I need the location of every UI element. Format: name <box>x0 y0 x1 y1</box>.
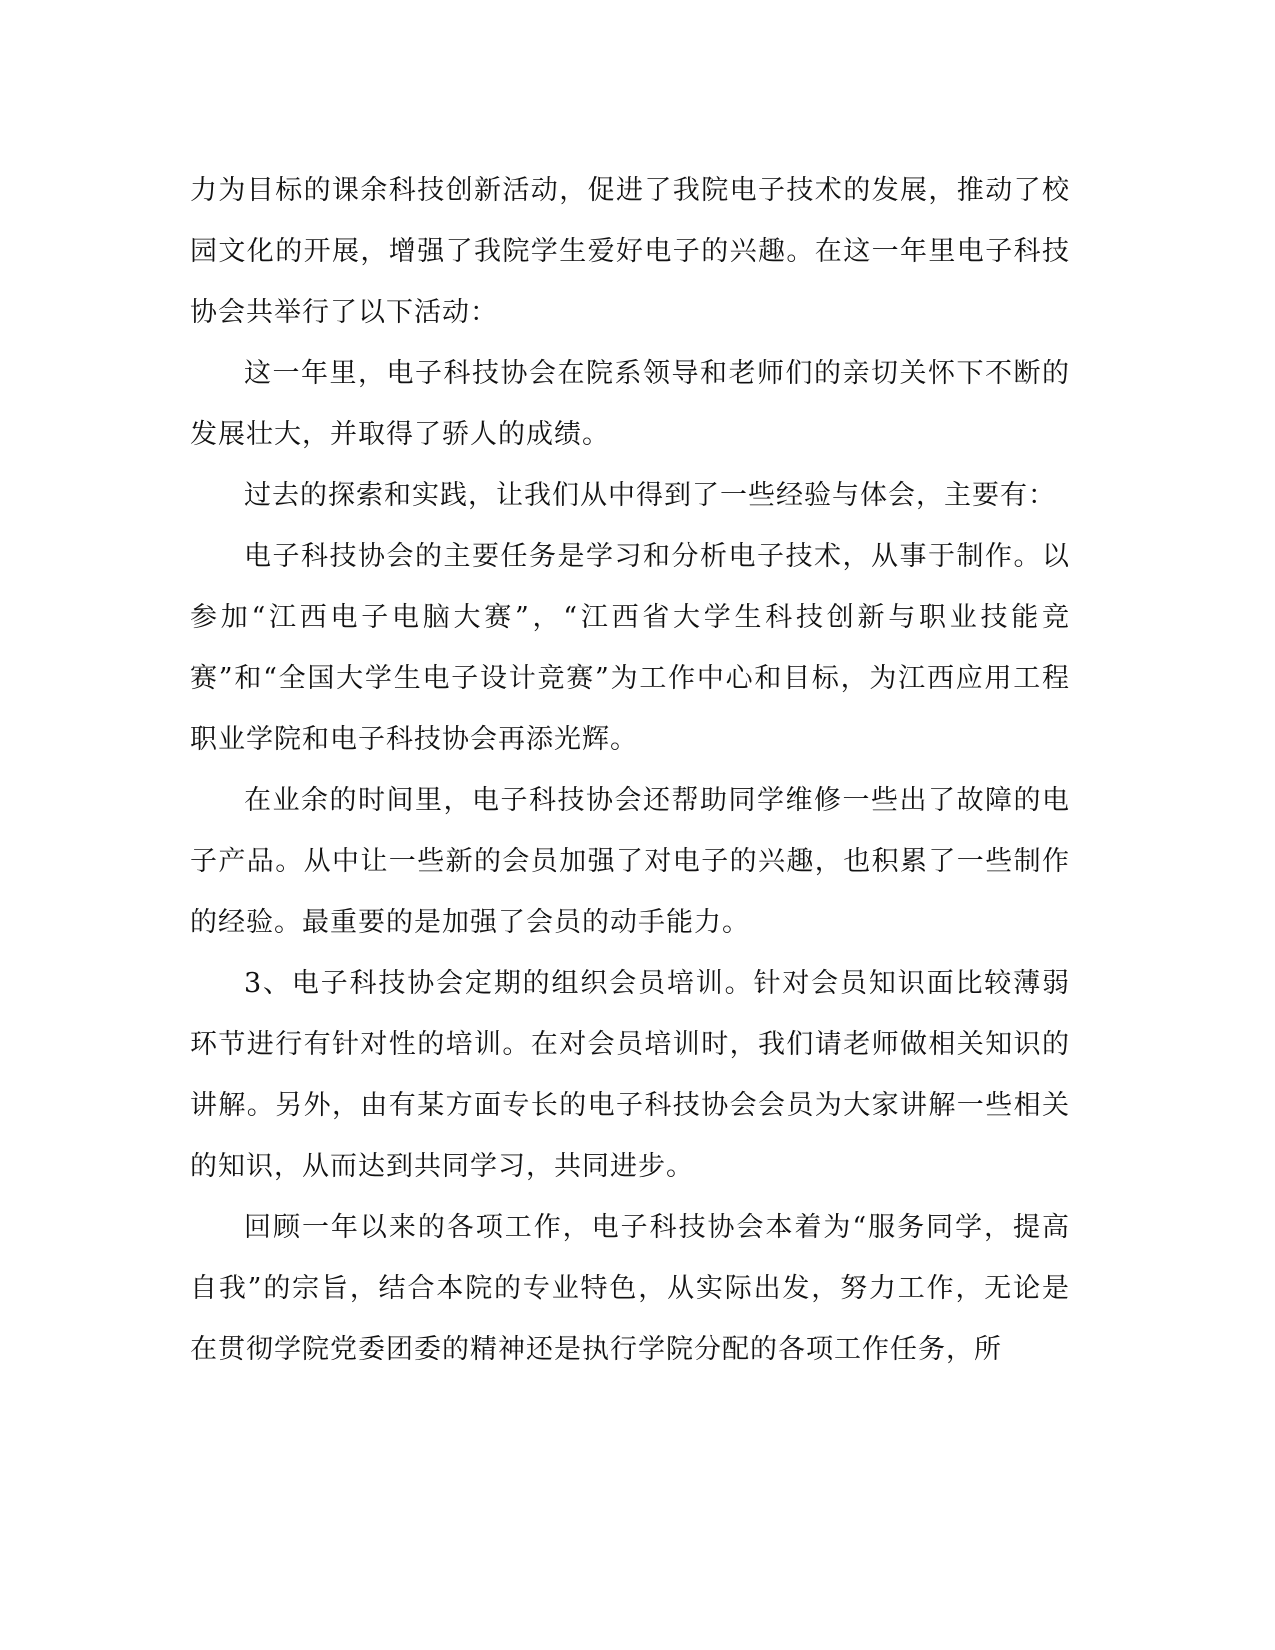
document-body <box>190 160 1070 1380</box>
paragraph-continuation: 力为目标的课余科技创新活动，促进了我院电子技术的发展，推动了校园文化的开展，增强了我院学生爱好电子的兴趣。在这一年里电子科技协会共举行了以下活动： <box>190 175 1070 328</box>
paragraph-repair-service: 在业余的时间里，电子科技协会还帮助同学维修一些出了故障的电子产品。从中让一些新的会员加强了对电子的兴趣，也积累了一些制作的经验。最重要的是加强了会员的动手能力。 <box>190 785 1070 938</box>
paragraph-experience-intro: 过去的探索和实践，让我们从中得到了一些经验与体会，主要有： <box>244 480 1056 511</box>
paragraph-review: 回顾一年以来的各项工作，电子科技协会本着为“服务同学，提高自我”的宗旨，结合本院的专业特色，从实际出发，努力工作，无论是在贯彻学院党委团委的精神还是执行学院分配的各项工作任务，所 <box>190 1212 1070 1365</box>
paragraph-main-task: 电子科技协会的主要任务是学习和分析电子技术，从事于制作。以参加“江西电子电脑大赛”，“江西省大学生科技创新与职业技能竞赛”和“全国大学生电子设计竞赛”为工作中心和目标，为江西应用工程职业学院和电子科技协会再添光辉。 <box>190 541 1070 755</box>
paragraph-training: 3、电子科技协会定期的组织会员培训。针对会员知识面比较薄弱环节进行有针对性的培训。在对会员培训时，我们请老师做相关知识的讲解。另外，由有某方面专长的电子科技协会会员为大家讲解一些相关的知识，从而达到共同学习，共同进步。 <box>190 968 1070 1182</box>
paragraph-progress: 这一年里，电子科技协会在院系领导和老师们的亲切关怀下不断的发展壮大，并取得了骄人的成绩。 <box>190 358 1070 450</box>
